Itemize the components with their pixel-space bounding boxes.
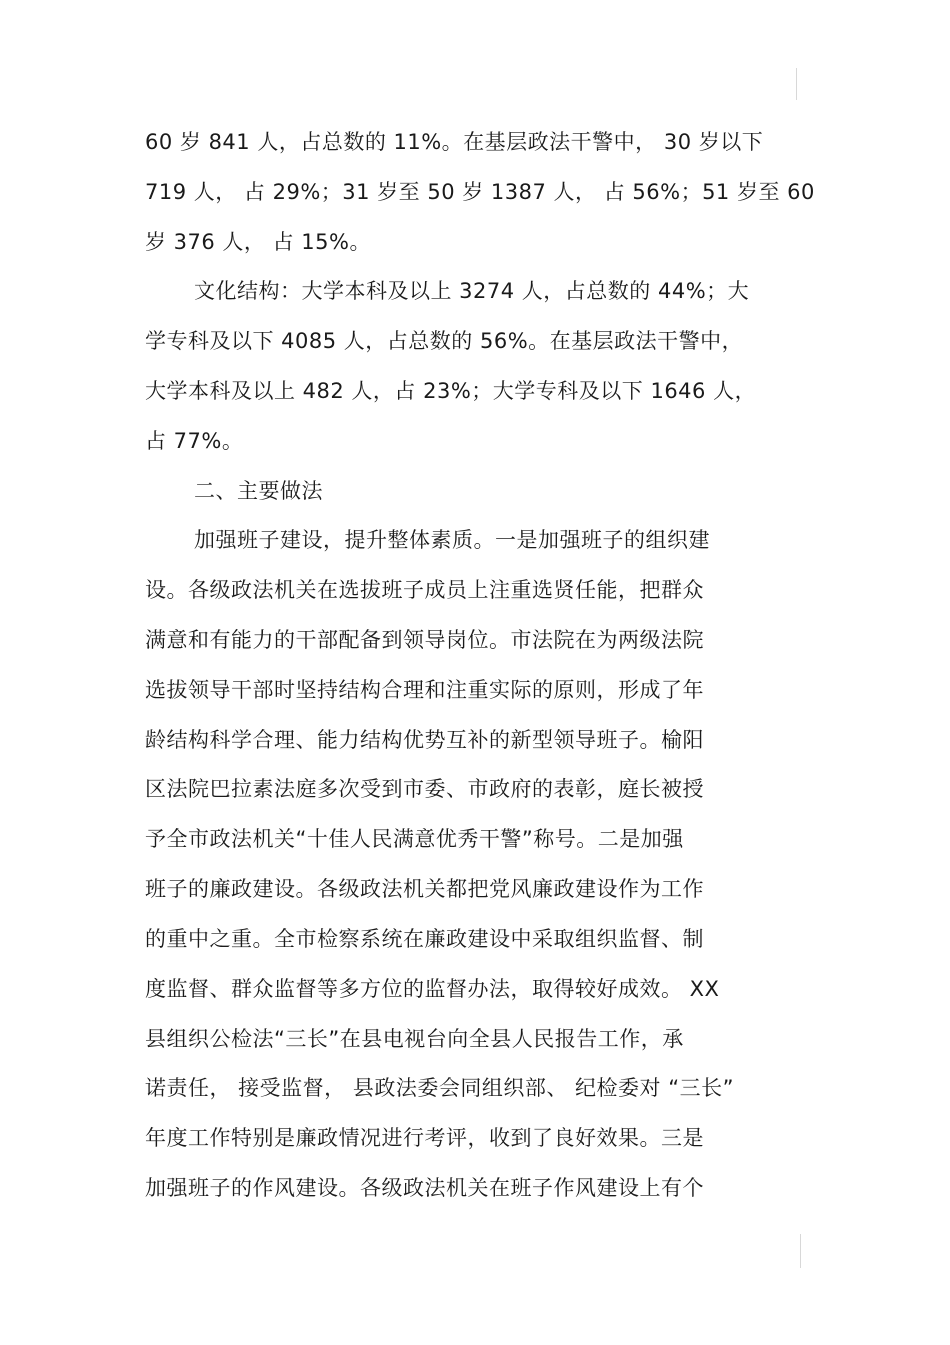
- text-line: 719 人， 占 29%；31 岁至 50 岁 1387 人， 占 56%；51 岁至 60: [145, 180, 815, 204]
- margin-mark-top: [796, 68, 797, 100]
- text-line: 设。各级政法机关在选拔班子成员上注重选贤任能，把群众: [145, 578, 704, 602]
- text-line: 诺责任， 接受监督， 县政法委会同组织部、 纪检委对 “三长”: [145, 1076, 734, 1100]
- text-line: 龄结构科学合理、能力结构优势互补的新型领导班子。榆阳: [145, 728, 704, 752]
- text-line: 选拔领导干部时坚持结构合理和注重实际的原则，形成了年: [145, 678, 704, 702]
- text-line: 县组织公检法“三长”在县电视台向全县人民报告工作，承: [145, 1027, 684, 1051]
- text-line: 学专科及以下 4085 人，占总数的 56%。在基层政法干警中，: [145, 329, 744, 353]
- text-line: 的重中之重。全市检察系统在廉政建设中采取组织监督、制: [145, 927, 704, 951]
- section-heading: 二、主要做法: [194, 479, 323, 503]
- text-line: 满意和有能力的干部配备到领导岗位。市法院在为两级法院: [145, 628, 704, 652]
- text-line: 予全市政法机关“十佳人民满意优秀干警”称号。二是加强: [145, 827, 684, 851]
- text-line: 年度工作特别是廉政情况进行考评，收到了良好效果。三是: [145, 1126, 704, 1150]
- margin-mark-bottom: [800, 1234, 801, 1268]
- text-line: 度监督、群众监督等多方位的监督办法，取得较好成效。 XX: [145, 977, 720, 1001]
- paragraph-start-line: 加强班子建设，提升整体素质。一是加强班子的组织建: [194, 528, 710, 552]
- paragraph-start-line: 文化结构：大学本科及以上 3274 人，占总数的 44%；大: [194, 279, 750, 303]
- text-line: 加强班子的作风建设。各级政法机关在班子作风建设上有个: [145, 1176, 704, 1200]
- text-line: 区法院巴拉素法庭多次受到市委、市政府的表彰，庭长被授: [145, 777, 704, 801]
- text-line: 60 岁 841 人，占总数的 11%。在基层政法干警中， 30 岁以下: [145, 130, 764, 154]
- text-line: 占 77%。: [145, 429, 244, 453]
- text-line: 大学本科及以上 482 人，占 23%；大学专科及以下 1646 人，: [145, 379, 757, 403]
- text-line: 岁 376 人， 占 15%。: [145, 230, 371, 254]
- text-line: 班子的廉政建设。各级政法机关都把党风廉政建设作为工作: [145, 877, 704, 901]
